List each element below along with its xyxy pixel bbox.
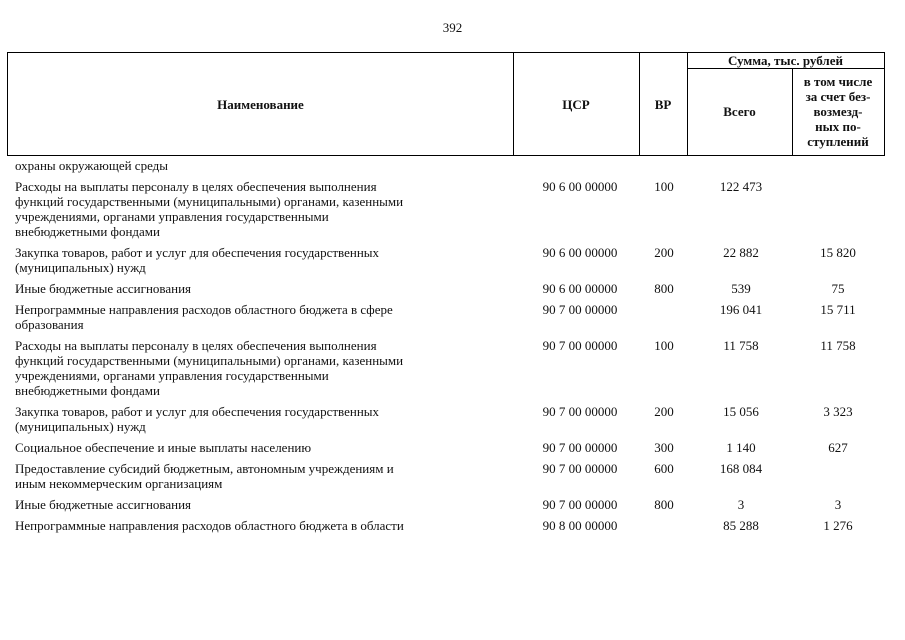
row-csr: 90 7 00 00000 xyxy=(542,404,618,419)
row-csr: 90 6 00 00000 xyxy=(542,179,618,194)
row-csr: 90 7 00 00000 xyxy=(542,338,618,353)
row-name: Закупка товаров, работ и услуг для обеспечения государственных (муниципальных) нужд xyxy=(15,404,380,434)
row-incl: 3 323 xyxy=(823,404,853,419)
row-incl: 75 xyxy=(831,281,845,296)
row-all: 11 758 xyxy=(723,338,759,353)
row-name: Закупка товаров, работ и услуг для обеспечения государственных (муниципальных) нужд xyxy=(15,245,380,275)
table-row xyxy=(15,404,885,434)
row-name: Расходы на выплаты персоналу в целях обеспечения выполнения функций государственными (муниципальными) органами, казенными учреждениями, органами управления государственными внебюджетными фондами xyxy=(15,179,404,239)
row-incl: 11 758 xyxy=(820,338,856,353)
row-csr: 90 7 00 00000 xyxy=(542,440,618,455)
row-incl: 15 711 xyxy=(820,302,856,317)
table-row xyxy=(15,338,885,398)
row-name: Предоставление субсидий бюджетным, автономным учреждениям и иным некоммерческим организациям xyxy=(15,461,394,491)
header-name: Наименование xyxy=(217,96,304,112)
table-row xyxy=(15,158,885,173)
row-csr: 90 7 00 00000 xyxy=(542,302,618,317)
row-vr: 300 xyxy=(654,440,674,455)
row-vr: 800 xyxy=(654,497,674,512)
row-vr: 100 xyxy=(654,338,674,353)
header-incl: в том числе за счет без- возмезд- ных по- ступлений xyxy=(803,74,873,149)
table-header xyxy=(7,52,885,156)
row-csr: 90 6 00 00000 xyxy=(542,281,618,296)
table-row xyxy=(15,518,885,533)
row-vr: 800 xyxy=(654,281,674,296)
table-row xyxy=(15,461,885,491)
row-name: Иные бюджетные ассигнования xyxy=(15,497,192,512)
row-vr: 200 xyxy=(654,245,674,260)
row-name: Непрограммные направления расходов областного бюджета в области xyxy=(15,518,404,533)
table-row xyxy=(15,245,885,275)
row-all: 539 xyxy=(731,281,751,296)
row-all: 168 084 xyxy=(719,461,763,476)
row-csr: 90 7 00 00000 xyxy=(542,461,618,476)
row-name: Иные бюджетные ассигнования xyxy=(15,281,192,296)
row-name: охраны окружающей среды xyxy=(15,158,169,173)
row-incl: 15 820 xyxy=(820,245,856,260)
table-row xyxy=(15,281,885,296)
row-name: Социальное обеспечение и иные выплаты населению xyxy=(15,440,312,455)
row-all: 122 473 xyxy=(719,179,763,194)
row-all: 3 xyxy=(737,497,745,512)
table-row xyxy=(15,440,885,455)
row-incl: 3 xyxy=(834,497,842,512)
header-sum: Сумма, тыс. рублей xyxy=(728,53,843,68)
row-all: 15 056 xyxy=(723,404,759,419)
table-row xyxy=(15,497,885,512)
table-body xyxy=(15,158,885,533)
table-row xyxy=(15,302,885,332)
row-vr: 600 xyxy=(654,461,674,476)
row-name: Непрограммные направления расходов областного бюджета в сфере образования xyxy=(15,302,393,332)
table-row xyxy=(15,179,885,239)
row-all: 1 140 xyxy=(726,440,756,455)
row-name: Расходы на выплаты персоналу в целях обеспечения выполнения функций государственными (муниципальными) органами, казенными учреждениями, органами управления государственными внебюджетными фондами xyxy=(15,338,404,398)
row-vr: 100 xyxy=(654,179,674,194)
row-all: 196 041 xyxy=(719,302,763,317)
row-incl: 1 276 xyxy=(823,518,853,533)
row-all: 85 288 xyxy=(723,518,759,533)
header-all: Всего xyxy=(723,104,756,119)
row-incl: 627 xyxy=(828,440,848,455)
header-csr: ЦСР xyxy=(562,96,590,112)
row-vr: 200 xyxy=(654,404,674,419)
header-vr: ВР xyxy=(654,96,672,112)
row-csr: 90 6 00 00000 xyxy=(542,245,618,260)
row-csr: 90 8 00 00000 xyxy=(542,518,618,533)
row-all: 22 882 xyxy=(723,245,759,260)
page-number: 392 xyxy=(442,20,463,35)
row-csr: 90 7 00 00000 xyxy=(542,497,618,512)
